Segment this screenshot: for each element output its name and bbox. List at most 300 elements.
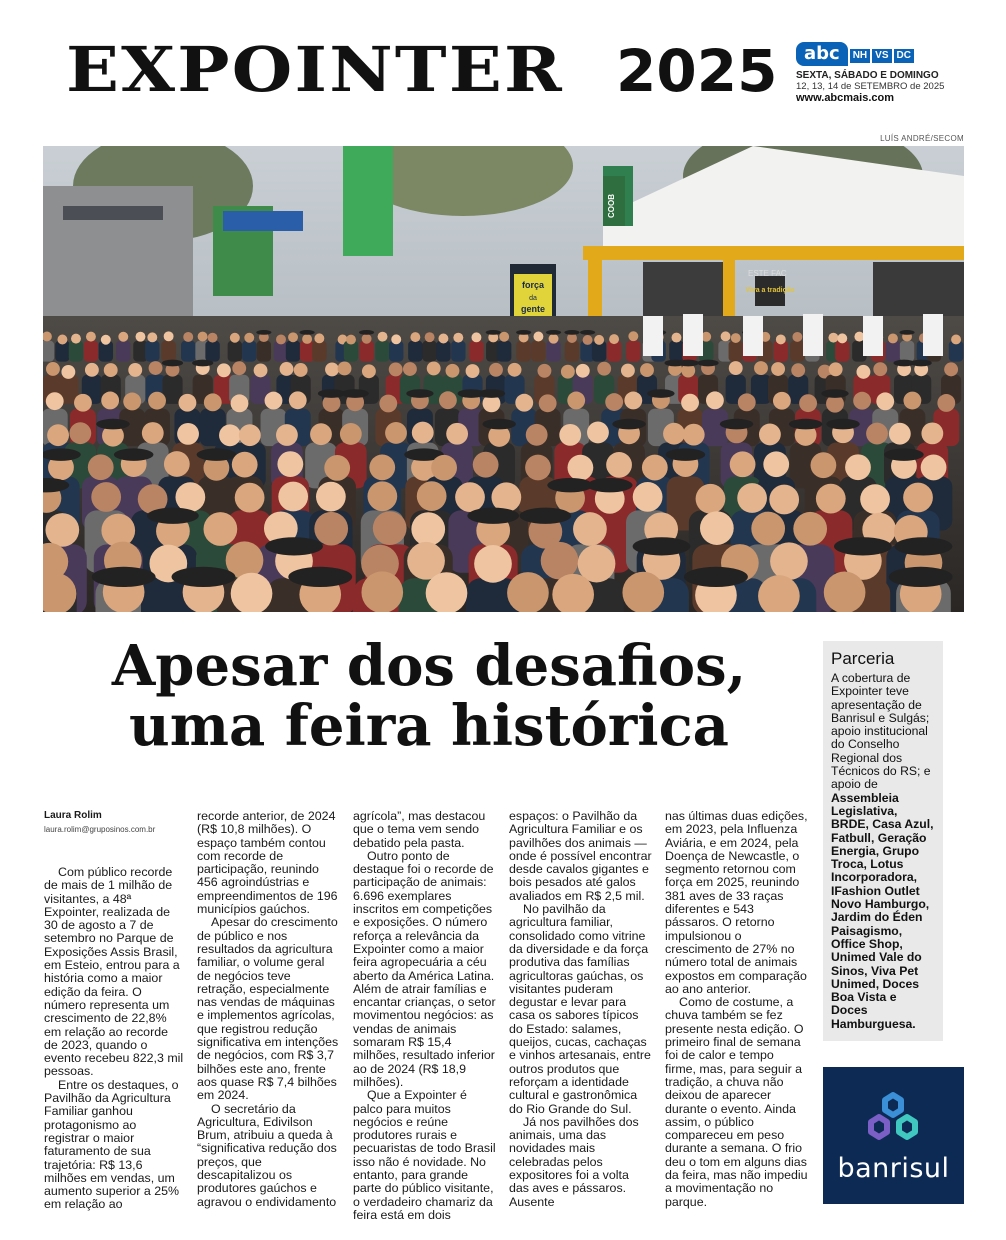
person-head — [417, 481, 447, 511]
person-hat — [265, 537, 323, 555]
person-body — [181, 341, 195, 362]
person-hat — [43, 448, 81, 460]
person-head — [314, 333, 324, 343]
region-dc: DC — [894, 49, 914, 63]
person-head — [379, 395, 397, 413]
person-hat — [789, 419, 822, 430]
headline-line-1: Apesar dos desafios, — [111, 633, 747, 699]
person-head — [799, 394, 817, 412]
person-head — [232, 361, 246, 375]
person-head — [175, 482, 205, 512]
person-hat — [96, 419, 129, 430]
person-body — [242, 341, 256, 362]
person-body — [116, 341, 130, 362]
person-hat — [172, 567, 236, 587]
person-head — [314, 512, 348, 546]
person-body — [286, 341, 300, 362]
person-head — [561, 365, 575, 379]
person-head — [147, 332, 157, 342]
svg-text:gente: gente — [520, 304, 546, 314]
person-head — [567, 455, 593, 481]
article-column-4 — [509, 810, 652, 1209]
paragraph: No pavilhão da agricultura familiar, consolidado como vitrine da diversidade e da força produtiva das famílias agricultoras gaúchas, os visitantes puderam degustar e levar para casa os sabores típicos do Estado: salames, queijos, cucas, cachaças e vinhos artesanais, entre outros produtos que reforçam a identidade cultural e gastronômica do Rio Grande do Sul. — [509, 902, 651, 1116]
person-head — [385, 422, 407, 444]
person-head — [123, 393, 141, 411]
person-head — [265, 392, 283, 410]
person-head — [811, 452, 837, 478]
person-head — [793, 512, 827, 546]
sidebar-text — [831, 672, 935, 1031]
person-head — [473, 452, 499, 478]
person-head — [232, 452, 258, 478]
person-head — [277, 451, 303, 477]
person-head — [525, 455, 551, 481]
person-head — [46, 392, 64, 410]
person-body — [835, 341, 849, 362]
person-head — [310, 423, 332, 445]
person-head — [751, 512, 785, 546]
person-head — [244, 333, 254, 343]
person-body — [205, 341, 219, 362]
person-hat — [720, 419, 753, 430]
person-head — [937, 394, 955, 412]
person-head — [944, 362, 958, 376]
person-head — [624, 392, 642, 410]
person-head — [576, 364, 590, 378]
person-hat — [633, 537, 691, 555]
person-head — [204, 393, 222, 411]
person-body — [546, 341, 560, 362]
person-head — [721, 331, 731, 341]
person-head — [289, 391, 307, 409]
person-head — [771, 362, 785, 376]
person-head — [474, 545, 512, 583]
person-head — [873, 362, 887, 376]
region-vs: VS — [872, 49, 891, 63]
person-head — [773, 392, 791, 410]
person-head — [302, 334, 312, 344]
person-body — [436, 341, 450, 362]
person-head — [860, 484, 890, 514]
article-column-2 — [197, 810, 340, 1209]
person-head — [763, 451, 789, 477]
person-head — [217, 363, 231, 377]
person-head — [622, 572, 664, 612]
person-head — [340, 423, 362, 445]
person-body — [626, 341, 640, 362]
person-head — [508, 363, 522, 377]
person-head — [533, 332, 543, 342]
person-head — [706, 391, 724, 409]
paragraph: espaços: o Pavilhão da Agricultura Familiar e os pavilhões dos animais — onde é possível encontrar desde cavalos gigantes e bois pesados até galos avaliados em R$ 2,5 mil. — [509, 809, 652, 903]
person-head — [101, 392, 119, 410]
sidebar-sponsors: Assembleia Legislativa, BRDE, Casa Azul, Fatbull, Geração Energia, Grupo Troca, Lotus Incorporadora, IFashion Outlet Novo Hamburgo, Jardim do Éden Paisagismo, Office Shop, Unimed Vale do Sinos, Viva Pet Unimed, Doces Boa Vista e Doces Hamburguesa. — [831, 790, 934, 1031]
sign-estande — [748, 269, 787, 278]
person-head — [411, 512, 445, 546]
person-head — [204, 512, 238, 546]
person-hat — [197, 448, 237, 460]
banrisul-ad[interactable] — [823, 1067, 964, 1204]
person-head — [499, 332, 509, 342]
person-hat — [834, 537, 892, 555]
person-head — [412, 422, 434, 444]
website-link[interactable]: www.abcmais.com — [796, 92, 895, 104]
person-head — [91, 482, 121, 512]
person-head — [346, 335, 356, 345]
person-body — [451, 341, 465, 362]
person-hat — [911, 360, 932, 367]
person-head — [425, 332, 435, 342]
person-head — [254, 363, 268, 377]
person-head — [362, 334, 372, 344]
person-head — [609, 334, 619, 344]
person-head — [164, 331, 174, 341]
person-head — [198, 332, 208, 342]
person-head — [754, 361, 768, 375]
person-head — [471, 332, 481, 342]
person-head — [71, 334, 81, 344]
person-head — [853, 392, 871, 410]
person-body — [359, 341, 373, 362]
person-head — [606, 452, 632, 478]
person-head — [367, 481, 397, 511]
author-name: Laura Rolim — [44, 810, 102, 821]
person-head — [737, 483, 767, 513]
person-head — [640, 363, 654, 377]
article-column-3 — [353, 810, 496, 1222]
person-head — [294, 363, 308, 377]
person-head — [74, 394, 92, 412]
person-head — [177, 423, 199, 445]
person-body — [729, 341, 743, 362]
person-head — [759, 424, 781, 446]
person-hat — [678, 360, 699, 367]
person-head — [621, 364, 635, 378]
paragraph: Como de costume, a chuva também se fez presente nesta edição. O primeiro final de semana foi de calor e tempo firme, mas, para seguir a tradição, a chuva não deixou de aparecer durante o evento. Ainda assim, o público compareceu em peso durante a semana. O frio deu o tom em alguns dias da feira, mas não impediu a movimentação no parque. — [665, 995, 808, 1209]
person-head — [845, 454, 871, 480]
person-hat — [318, 389, 345, 398]
person-head — [730, 451, 756, 477]
person-head — [683, 424, 705, 446]
person-hat — [482, 419, 515, 430]
person-head — [142, 422, 164, 444]
person-head — [791, 363, 805, 377]
person-body — [257, 341, 271, 362]
person-head — [792, 332, 802, 342]
person-body — [531, 341, 545, 362]
person-hat — [821, 389, 848, 398]
person-body — [228, 341, 242, 362]
person-head — [179, 394, 197, 412]
person-head — [594, 335, 604, 345]
person-body — [886, 341, 900, 362]
svg-text:força: força — [521, 280, 545, 290]
person-hat — [288, 567, 352, 587]
person-head — [951, 334, 961, 344]
article-column-1 — [44, 866, 184, 1212]
person-head — [85, 363, 99, 377]
person-head — [587, 421, 609, 443]
person-hat — [884, 448, 924, 460]
person-head — [239, 424, 261, 446]
person-hat — [564, 330, 579, 335]
person-hat — [406, 389, 433, 398]
person-head — [101, 335, 111, 345]
person-head — [338, 362, 352, 376]
person-head — [700, 511, 734, 545]
person-body — [565, 341, 579, 362]
publisher-brand — [796, 42, 966, 104]
person-body — [516, 341, 530, 362]
person-hat — [666, 448, 706, 460]
person-head — [61, 365, 75, 379]
person-head — [235, 483, 265, 513]
person-hat — [162, 360, 183, 367]
person-head — [769, 485, 799, 515]
person-hat — [92, 567, 156, 587]
paragraph: Entre os destaques, o Pavilhão da Agricultura Familiar ganhou protagonismo ao registrar o maior faturamento de sua trajetória: R$ 13,6 milhões em vendas, um aumento superior a 25% em relação ao — [44, 1077, 180, 1212]
person-head — [148, 392, 166, 410]
person-body — [145, 341, 159, 362]
person-head — [446, 364, 460, 378]
person-head — [507, 572, 549, 612]
sidebar-title: Parceria — [831, 649, 895, 668]
person-body — [375, 341, 389, 362]
person-head — [231, 394, 249, 412]
person-body — [69, 341, 83, 362]
person-head — [605, 393, 623, 411]
person-head — [628, 331, 638, 341]
person-body — [790, 341, 804, 362]
person-head — [770, 542, 808, 580]
person-hat — [114, 448, 154, 460]
person-head — [921, 422, 943, 444]
person-head — [455, 482, 485, 512]
person-body — [300, 341, 314, 362]
person-hat — [486, 330, 501, 335]
person-head — [410, 332, 420, 342]
person-head — [288, 332, 298, 342]
person-hat — [647, 389, 674, 398]
person-head — [403, 362, 417, 376]
person-hat — [889, 567, 953, 587]
paragraph: nas últimas duas edições, em 2023, pela Influenza Aviária, e em 2024, pela Doença de Newcastle, o segmento retornou com força em 2025, reunindo 381 aves de 33 raças diferentes e 543 pássaros. O retorno impulsionou o crescimento de 27% no número total de animais expostos em comparação ao ano anterior. — [665, 809, 808, 996]
author-email[interactable]: laura.rolim@gruposinos.com.br — [44, 825, 156, 834]
person-hat — [697, 360, 718, 367]
person-head — [149, 361, 163, 375]
svg-text:da: da — [529, 295, 537, 302]
person-hat — [147, 508, 199, 524]
person-body — [469, 341, 483, 362]
person-hat — [467, 508, 519, 524]
paragraph: Com público recorde de mais de 1 milhão de visitantes, a 48ª Expointer, realizada de 30 de agosto a 7 de setembro no Parque de Exposições Assis Brasil, em Esteio, entrou para a história como a maior edição da feira. O número representa um crescimento de 22,8% em relação ao recorde de 2023, quando o evento recebeu 822,3 mil pessoas. — [44, 865, 184, 1079]
paragraph: Apesar do crescimento de público e nos resultados da agricultura familiar, o volume geral de negócios teve retração, especialmente nas vendas de máquinas e implementos agrícolas, que registrou redução significativa em intenções de negócios, com R$ 3,7 bilhões este ano, frente aos quase R$ 7,4 bilhões em 2024. — [197, 915, 339, 1103]
person-head — [104, 363, 118, 377]
person-head — [889, 423, 911, 445]
person-head — [633, 482, 663, 512]
person-head — [549, 334, 559, 344]
article-headline — [44, 633, 814, 759]
person-hat — [899, 330, 914, 335]
person-hat — [520, 508, 572, 524]
person-hat — [192, 360, 213, 367]
person-head — [573, 512, 607, 546]
person-head — [438, 334, 448, 344]
person-head — [672, 333, 682, 343]
person-head — [866, 423, 888, 445]
person-head — [86, 332, 96, 342]
person-body — [43, 341, 54, 362]
person-head — [829, 362, 843, 376]
person-head — [583, 335, 593, 345]
person-head — [325, 362, 339, 376]
banrisul-wordmark: banrisul — [837, 1153, 950, 1184]
person-head — [324, 455, 350, 481]
person-hat — [516, 330, 531, 335]
person-head — [278, 482, 308, 512]
person-head — [738, 393, 756, 411]
person-head — [526, 424, 548, 446]
person-hat — [299, 330, 314, 335]
person-body — [161, 341, 175, 362]
person-body — [312, 341, 326, 362]
person-hat — [895, 537, 953, 555]
banrisul-logo-icon — [823, 1067, 964, 1157]
masthead — [44, 30, 964, 110]
person-head — [903, 392, 921, 410]
person-body — [497, 341, 511, 362]
person-head — [731, 333, 741, 343]
person-head — [466, 364, 480, 378]
person-head — [46, 362, 60, 376]
person-head — [888, 333, 898, 343]
paragraph: agrícola”, mas destacou que o tema vem sendo debatido pela pasta. — [353, 809, 486, 850]
person-head — [729, 361, 743, 375]
person-head — [921, 455, 947, 481]
svg-text:ESTE FAC: ESTE FAC — [748, 269, 787, 278]
person-hat — [612, 419, 645, 430]
person-head — [567, 392, 585, 410]
person-head — [230, 333, 240, 343]
paragraph: Já nos pavilhões dos animais, uma das novidades mais celebradas pelos expositores foi a volta das aves e pássaros. Ausente — [509, 1114, 639, 1209]
crowd-photo-illustration — [43, 146, 964, 612]
person-hat — [359, 330, 374, 335]
person-hat — [478, 389, 505, 398]
svg-text:COOB: COOB — [607, 194, 616, 218]
person-head — [439, 391, 457, 409]
masthead-title: EXPOINTER — [66, 33, 564, 106]
person-hat — [256, 330, 271, 335]
person-head — [903, 483, 933, 513]
person-head — [856, 365, 870, 379]
person-body — [900, 341, 914, 362]
person-head — [824, 572, 866, 612]
person-head — [828, 333, 838, 343]
person-hat — [546, 330, 561, 335]
person-hat — [826, 419, 859, 430]
person-head — [219, 424, 241, 446]
person-head — [559, 424, 581, 446]
person-head — [362, 364, 376, 378]
person-head — [88, 454, 114, 480]
headline-line-2: uma feira histórica — [129, 693, 729, 759]
person-head — [389, 362, 403, 376]
person-head — [69, 422, 91, 444]
person-head — [489, 363, 503, 377]
edition-days: SEXTA, SÁBADO E DOMINGO — [796, 70, 939, 81]
sidebar-intro: A cobertura de Expointer teve apresentação de Banrisul e Sulgás; apoio institucional do Conselho Regional dos Técnicos do RS; e apoio de — [831, 671, 931, 792]
person-head — [663, 423, 685, 445]
person-head — [280, 362, 294, 376]
person-head — [316, 482, 346, 512]
paragraph: Outro ponto de destaque foi o recorde de participação de animais: 6.696 exemplares inscritos em competições e exposições. O número reforça a relevância da Expointer como a maior feira agropecuária a céu aberto da América Latina. Além de atrair famílias e encantar crianças, o setor movimentou negócios: as vendas de animais somaram R$ 15,4 milhões, resultado inferior ao de 2024 (R$ 18,9 milhões). — [353, 848, 496, 1089]
person-hat — [587, 478, 633, 492]
edition-dates: 12, 13, 14 de SETEMBRO de 2025 — [796, 81, 945, 92]
person-head — [876, 392, 894, 410]
person-body — [408, 341, 422, 362]
person-head — [446, 423, 468, 445]
person-head — [276, 424, 298, 446]
paragraph: O secretário da Agricultura, Edivilson Brum, atribuiu a queda à “significativa redução dos preços, que descapitalizou os produtores gaúchos e agravou o endividamento — [197, 1101, 337, 1209]
person-head — [453, 333, 463, 343]
person-head — [539, 394, 557, 412]
person-body — [669, 341, 683, 362]
crowd-photo — [43, 146, 964, 612]
person-hat — [580, 330, 595, 335]
person-head — [431, 455, 457, 481]
person-head — [426, 572, 468, 612]
person-hat — [547, 478, 593, 492]
person-head — [57, 335, 67, 345]
person-head — [369, 454, 395, 480]
person-head — [515, 394, 533, 412]
person-head — [391, 334, 401, 344]
person-head — [47, 424, 69, 446]
person-head — [427, 361, 441, 375]
person-head — [378, 332, 388, 342]
photo-credit: LUÍS ANDRÉ/SECOM — [880, 134, 964, 143]
region-nh: NH — [850, 49, 870, 63]
person-head — [183, 332, 193, 342]
person-body — [84, 341, 98, 362]
person-head — [837, 333, 847, 343]
person-head — [373, 511, 407, 545]
person-head — [854, 332, 864, 342]
abc-logo: abc — [796, 42, 848, 66]
person-head — [361, 571, 403, 612]
person-head — [681, 394, 699, 412]
person-hat — [341, 389, 368, 398]
person-head — [642, 455, 668, 481]
person-head — [597, 362, 611, 376]
article-column-5 — [665, 810, 808, 1209]
person-head — [164, 451, 190, 477]
person-head — [208, 333, 218, 343]
person-head — [537, 364, 551, 378]
person-head — [128, 363, 142, 377]
person-head — [118, 332, 128, 342]
masthead-year: 2025 — [616, 37, 778, 105]
person-head — [45, 513, 79, 547]
partnership-sidebar — [823, 641, 943, 1041]
paragraph: Que a Expointer é palco para muitos negócios e reúne produtores rurais e pecuaristas de todo Brasil isso não é novidade. No entanto, para grande parte do público visitante, o verdadeiro chamariz da feira está em dois — [353, 1088, 496, 1222]
person-head — [776, 334, 786, 344]
person-head — [816, 484, 846, 514]
sign-coob — [603, 176, 625, 226]
person-head — [276, 334, 286, 344]
person-hat — [684, 567, 748, 587]
svg-text:Viva a tradição: Viva a tradição — [745, 287, 795, 294]
